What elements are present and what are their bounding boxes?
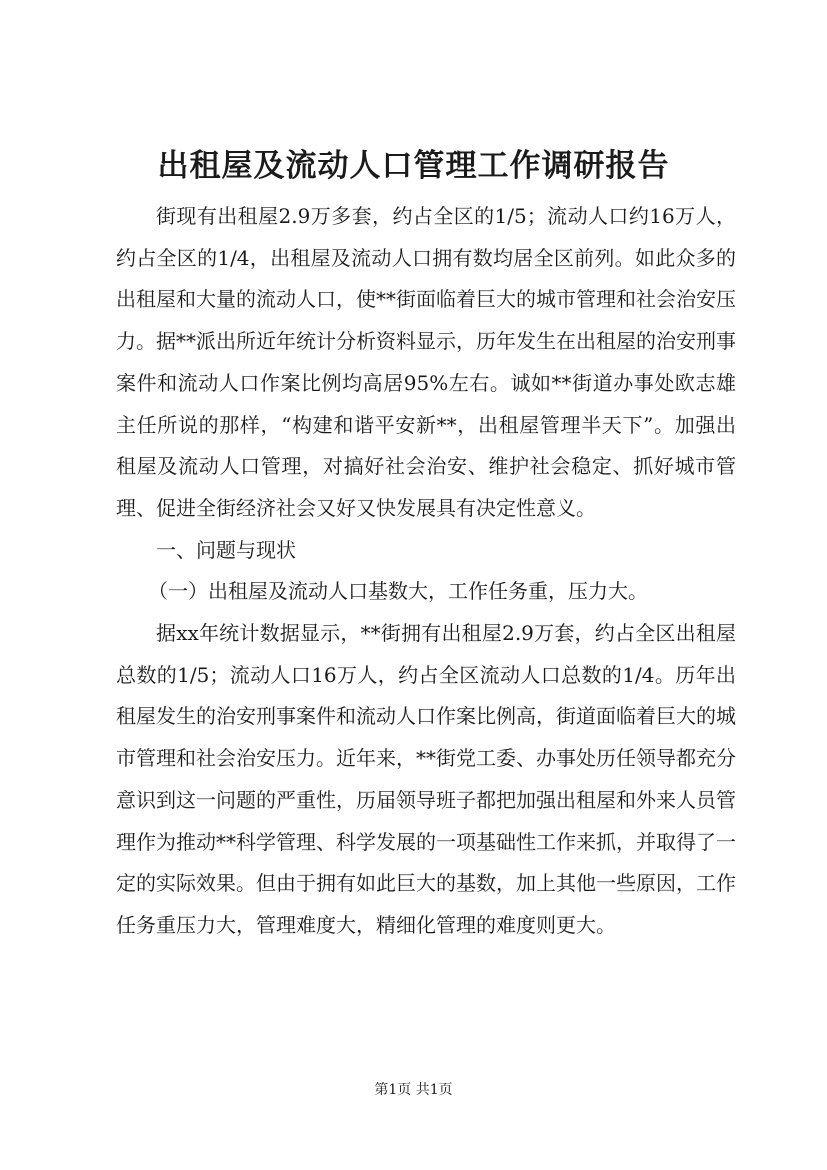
document-title: 出租屋及流动人口管理工作调研报告 — [157, 148, 670, 184]
section-heading: 一、问题与现状 — [156, 537, 296, 562]
page-footer: 第1页 共1页 — [374, 1082, 453, 1098]
paragraph-statistics: 据xx年统计数据显示，**街拥有出租屋2.9万套，约占全区出租屋总数的1/5；流动人口16万人，约占全区流动人口总数的1/4。历年出租屋发生的治安刑事案件和流动人口作案比例高，街道面临着巨大的城市管理和社会治安压力。近年来，**街党工委、办事处历任领导都充分意识到这一问题的严重性，历届领导班子都把加强出租屋和外来人员管理作为推动**科学管理、科学发展的一项基础性工作来抓，并取得了一定的实际效果。但由于拥有如此巨大的基数，加上其他一些原因，工作任务重压力大，管理难度大，精细化管理的难度则更大。 — [116, 621, 736, 937]
subsection-heading: （一）出租屋及流动人口基数大，工作任务重，压力大。 — [148, 579, 648, 604]
paragraph-intro: 街现有出租屋2.9万多套，约占全区的1/5；流动人口约16万人，约占全区的1/4，出租屋及流动人口拥有数均居全区前列。如此众多的出租屋和大量的流动人口，使**街面临着巨大的城市管理和社会治安压力。据**派出所近年统计分析资料显示，历年发生在出租屋的治安刑事案件和流动人口作案比例均高居95%左右。诚如**街道办事处欧志雄主任所说的那样，“构建和谐平安新**，出租屋管理半天下”。加强出租屋及流动人口管理，对搞好社会治安、维护社会稳定、抓好城市管理、促进全街经济社会又好又快发展具有决定性意义。 — [116, 204, 736, 520]
document-body — [116, 196, 736, 947]
